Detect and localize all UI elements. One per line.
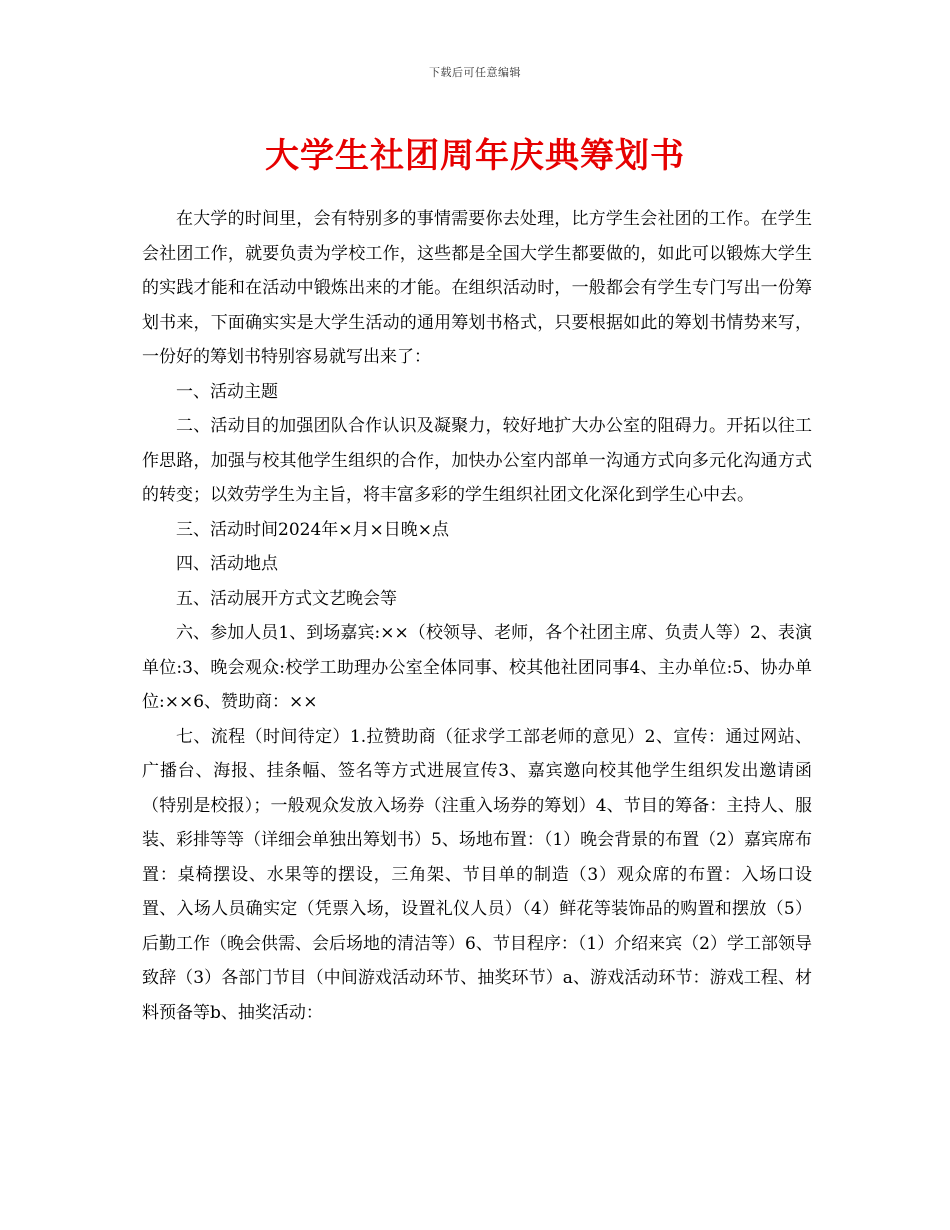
paragraph-process: 七、流程（时间待定）1.拉赞助商（征求学工部老师的意见）2、宣传：通过网站、广播台、海报、挂条幅、签名等方式进展宣传3、嘉宾邀向校其他学生组织发出邀请函（特别是校报）；一般观众发放入场券（注重入场券的筹划）4、节目的筹备：主持人、服装、彩排等等（详细会单独出筹划书）5、场地布置：（1）晚会背景的布置（2）嘉宾席布置：桌椅摆设、水果等的摆设，三角架、节目单的制造（3）观众席的布置：入场口设置、入场人员确实定（凭票入场，设置礼仪人员）（4）鲜花等装饰品的购置和摆放（5）后勤工作（晚会供需、会后场地的清洁等）6、节目程序：（1）介绍来宾（2）学工部领导致辞（3）各部门节目（中间游戏活动环节、抽奖环节）a、游戏活动环节：游戏工程、材料预备等b、抽奖活动： <box>142 726 812 1023</box>
paragraph-purpose: 二、活动目的加强团队合作认识及凝聚力，较好地扩大办公室的阻碍力。开拓以往工作思路，加强与校其他学生组织的合作，加快办公室内部单一沟通方式向多元化沟通方式的转变；以效劳学生为主旨，将丰富多彩的学生组织社团文化深化到学生心中去。 <box>142 416 812 505</box>
paragraph-format: 五、活动展开方式文艺晚会等 <box>176 588 397 609</box>
document-title: 大学生社团周年庆典筹划书 <box>265 136 685 176</box>
paragraph-location: 四、活动地点 <box>176 554 278 574</box>
paragraph-time: 三、活动时间2024年×月×日晚×点 <box>176 519 449 540</box>
header-note: 下载后可任意编辑 <box>429 66 521 79</box>
document-body <box>142 202 812 1030</box>
paragraph-participants: 六、参加人员1、到场嘉宾:××（校领导、老师，各个社团主席、负责人等）2、表演单位:3、晚会观众:校学工助理办公室全体同事、校其他社团同事4、主办单位:5、协办单位:××6、赞助商：×× <box>142 623 812 712</box>
paragraph-theme: 一、活动主题 <box>176 381 278 402</box>
paragraph-intro: 在大学的时间里，会有特别多的事情需要你去处理，比方学生会社团的工作。在学生会社团工作，就要负责为学校工作，这些都是全国大学生都要做的，如此可以锻炼大学生的实践才能和在活动中锻炼出来的才能。在组织活动时，一般都会有学生专门写出一份筹划书来，下面确实实是大学生活动的通用筹划书格式，只要根据如此的筹划书情势来写，一份好的筹划书特别容易就写出来了： <box>142 209 812 367</box>
